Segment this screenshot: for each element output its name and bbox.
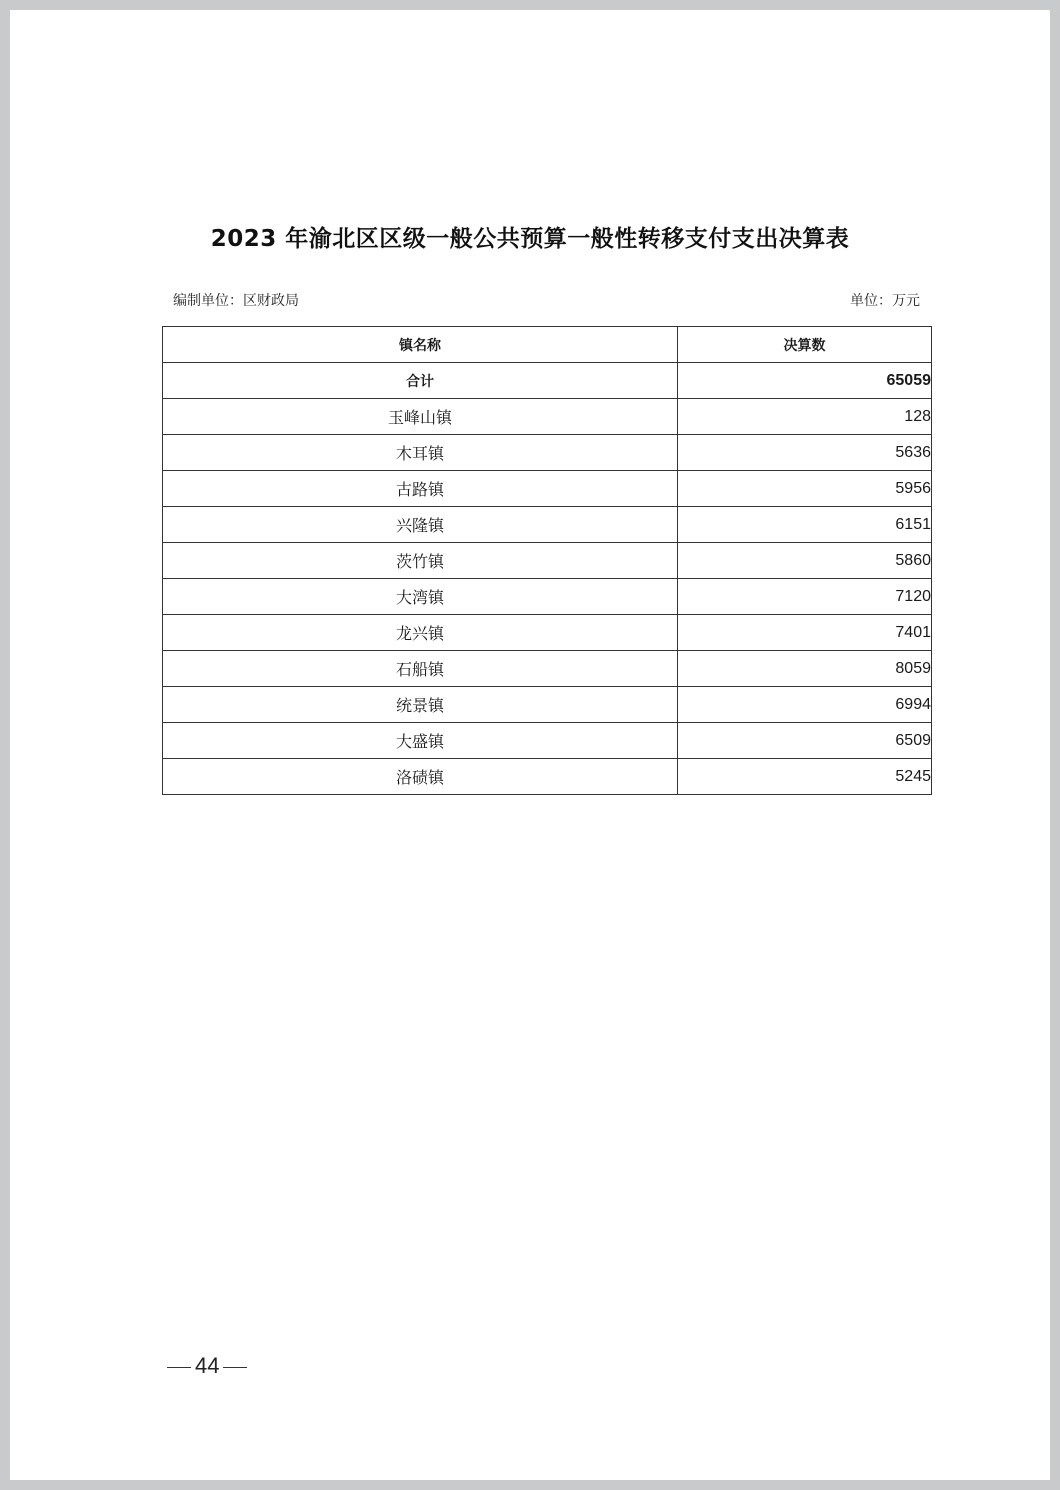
town-value: 8059 bbox=[678, 651, 932, 687]
page-footer bbox=[163, 1353, 251, 1379]
header-final-amount: 决算数 bbox=[678, 327, 932, 363]
town-value: 6509 bbox=[678, 723, 932, 759]
town-value: 5956 bbox=[678, 471, 932, 507]
total-label: 合计 bbox=[163, 363, 678, 399]
town-name: 龙兴镇 bbox=[163, 615, 678, 651]
footer-dash-left bbox=[167, 1367, 191, 1368]
table-row bbox=[163, 759, 932, 795]
town-name: 洛碛镇 bbox=[163, 759, 678, 795]
table-row bbox=[163, 579, 932, 615]
town-value: 5860 bbox=[678, 543, 932, 579]
compiler-label: 编制单位：区财政局 bbox=[173, 293, 299, 309]
town-name: 茨竹镇 bbox=[163, 543, 678, 579]
town-name: 大盛镇 bbox=[163, 723, 678, 759]
total-row bbox=[163, 363, 932, 399]
town-name: 兴隆镇 bbox=[163, 507, 678, 543]
header-town-name: 镇名称 bbox=[163, 327, 678, 363]
table-row bbox=[163, 543, 932, 579]
town-value: 6994 bbox=[678, 687, 932, 723]
table-row bbox=[163, 615, 932, 651]
document-page bbox=[10, 10, 1050, 1480]
town-name: 统景镇 bbox=[163, 687, 678, 723]
total-value: 65059 bbox=[678, 363, 932, 399]
budget-table bbox=[162, 326, 932, 795]
town-value: 128 bbox=[678, 399, 932, 435]
table-header-row bbox=[163, 327, 932, 363]
table-row bbox=[163, 507, 932, 543]
footer-dash-right bbox=[223, 1367, 247, 1368]
town-name: 木耳镇 bbox=[163, 435, 678, 471]
document-title: 2023 年渝北区区级一般公共预算一般性转移支付支出决算表 bbox=[210, 226, 850, 252]
table-row bbox=[163, 399, 932, 435]
town-name: 古路镇 bbox=[163, 471, 678, 507]
town-value: 7401 bbox=[678, 615, 932, 651]
town-name: 玉峰山镇 bbox=[163, 399, 678, 435]
unit-label: 单位：万元 bbox=[850, 293, 920, 309]
town-name: 大湾镇 bbox=[163, 579, 678, 615]
page-number: 44 bbox=[195, 1353, 220, 1378]
town-name: 石船镇 bbox=[163, 651, 678, 687]
table-row bbox=[163, 435, 932, 471]
town-value: 6151 bbox=[678, 507, 932, 543]
town-value: 5636 bbox=[678, 435, 932, 471]
town-value: 5245 bbox=[678, 759, 932, 795]
table-row bbox=[163, 651, 932, 687]
town-value: 7120 bbox=[678, 579, 932, 615]
table-row bbox=[163, 723, 932, 759]
table-row bbox=[163, 687, 932, 723]
table-row bbox=[163, 471, 932, 507]
